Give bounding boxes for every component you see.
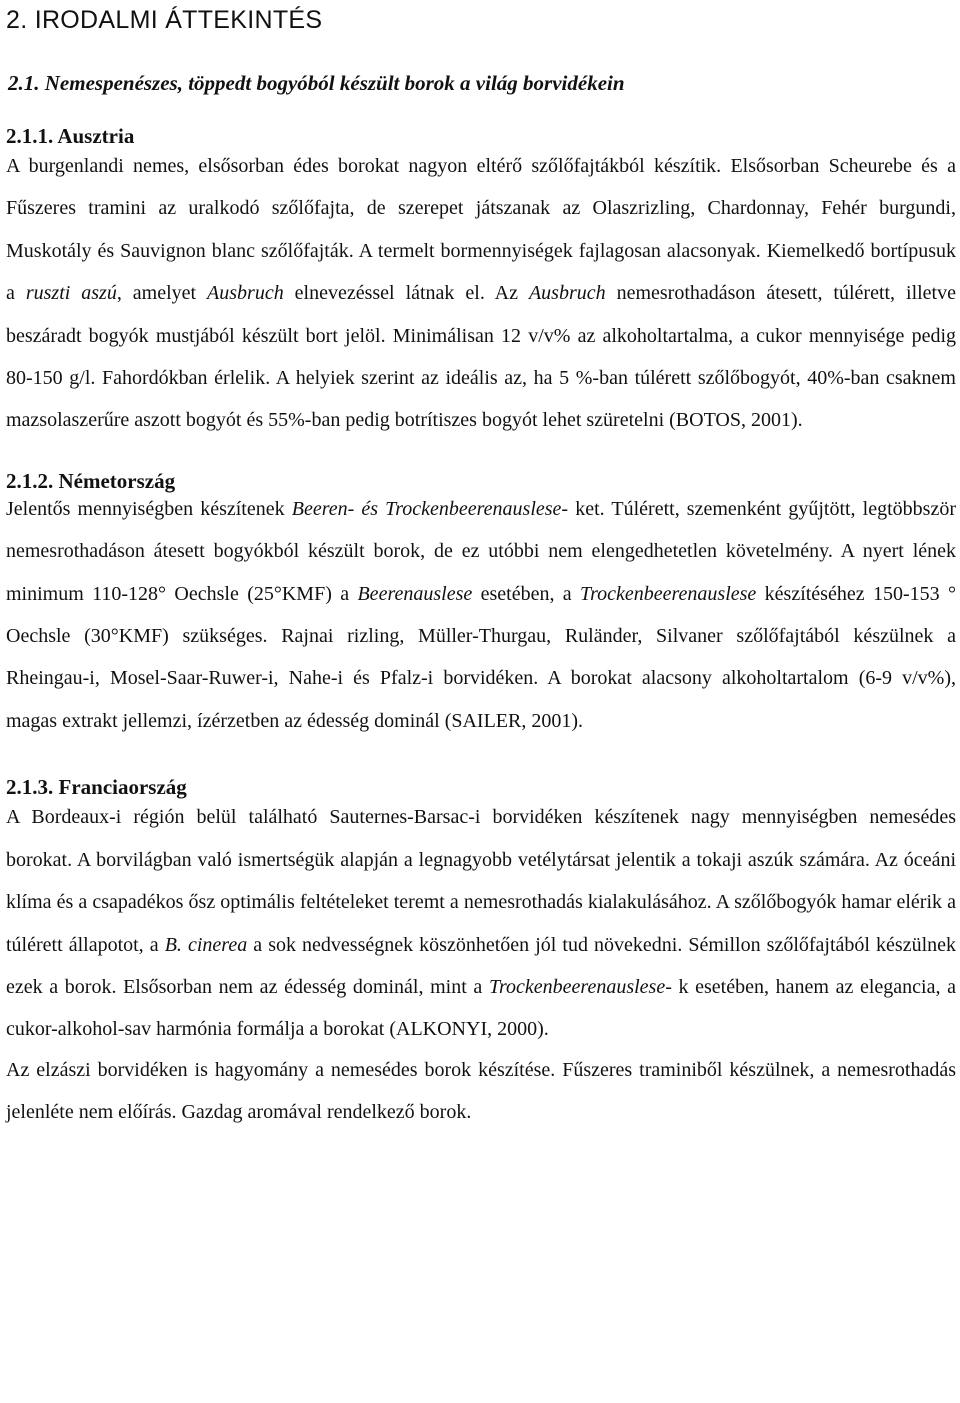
- paragraph-france-alsace: [6, 1049, 956, 1134]
- text-run: - ket. Túlérett, szemenként gyűjtött, legtöbbször nemesrothadáson átesett bogyókból készült borok, de ez utóbbi nem elengedhetetlen követelmény. A nyert lének minimum 110-128° Oechsle (25°KMF) a: [6, 497, 956, 605]
- text-run: nemesrothadáson átesett, túlérett, illetve beszáradt bogyók mustjából készült bort jelöl. Minimálisan 12 v/v% az alkoholtartalma, a cukor mennyisége pedig 80-150 g/l. Fahordókban érlelik. A helyiek szerint az ideális az, ha 5 %-ban túlérett szőlőbogyót, 40%-ban csaknem mazsolaszerűre aszott bogyót és 55%-ban pedig botrítiszes bogyót lehet szüretelni (BOTOS, 2001).: [6, 282, 956, 432]
- paragraph-france-bordeaux: [6, 796, 956, 1050]
- italic-term: Ausbruch: [528, 282, 606, 305]
- text-run: A burgenlandi nemes, elsősorban édes borokat nagyon eltérő szőlőfajtákból készítik. Elsősorban Scheurebe és a Fűszeres tramini az uralkodó szőlőfajta, de szerepet játszanak az Olaszrizling, Chardonnay, Fehér burgundi, Muskotály és Sauvignon blanc szőlőfajták. A termelt bormennyiségek fajlagosan alacsonyak. Kiemelkedő bortípusuk a: [6, 155, 956, 305]
- chapter-title: 2. IRODALMI ÁTTEKINTÉS: [6, 6, 323, 34]
- italic-term: Ausbruch: [207, 282, 284, 305]
- text-run: Az elzászi borvidéken is hagyomány a nemesédes borok készítése. Fűszeres traminiből készülnek, a nemesrothadás jelenléte nem előírás. Gazdag aromával rendelkező borok.: [6, 1058, 956, 1124]
- subsection-france: [6, 772, 956, 1133]
- text-run: elnevezéssel látnak el. Az: [283, 282, 529, 305]
- paragraph-germany: [6, 488, 956, 742]
- subsection-heading-france: 2.1.3. Franciaország: [6, 775, 187, 800]
- italic-term: Trockenbeerenauslese: [580, 582, 757, 605]
- italic-term: Beerenauslese: [357, 582, 473, 605]
- italic-term: Beeren- és Trockenbeerenauslese: [291, 497, 562, 520]
- section-title: 2.1. Nemespenészes, töppedt bogyóból készült borok a világ borvidékein: [8, 71, 625, 95]
- text-run: A Bordeaux-i régión belül található Sauternes-Barsac-i borvidéken készítenek nagy mennyiségben nemesédes borokat. A borvilágban való ismertségük alapján a legnagyobb vetélytársat jelentik a tokaji aszúk számára. Az óceáni klíma és a csapadékos ősz optimális feltételeket teremt a nemesrothadás kialakulásához. A szőlőbogyók hamar elérik a túlérett állapotot, a: [6, 806, 956, 956]
- text-run: a sok nedvességnek köszönhetően jól tud növekedni. Sémillon szőlőfajtából készülnek ezek a borok. Elsősorban nem az édesség dominál, mint a: [6, 933, 957, 998]
- text-run: Jelentős mennyiségben készítenek: [6, 497, 292, 520]
- text-run: esetében, a: [472, 582, 581, 605]
- subsection-heading-austria: 2.1.1. Ausztria: [6, 124, 135, 148]
- italic-term: B. cinerea: [164, 933, 248, 956]
- subsection-austria: [6, 121, 956, 442]
- document-page: [6, 0, 956, 1134]
- italic-term: ruszti aszú: [25, 282, 117, 305]
- text-run: - k esetében, hanem az elegancia, a cukor-alkohol-sav harmónia formálja a borokat (ALKONYI, 2000).: [6, 975, 956, 1041]
- paragraph-austria: [6, 145, 956, 442]
- text-run: készítéséhez 150-153 ° Oechsle (30°KMF) szükséges. Rajnai rizling, Müller-Thurgau, Ruländer, Silvaner szőlőfajtából készülnek a Rheingau-i, Mosel-Saar-Ruwer-i, Nahe-i és Pfalz-i borvidéken. A borokat alacsony alkoholtartalom (6-9 v/v%), magas extrakt jellemzi, ízérzetben az édesség dominál (SAILER, 2001).: [6, 582, 956, 732]
- text-run: , amelyet: [116, 282, 208, 305]
- subsection-heading-germany: 2.1.2. Németország: [6, 468, 176, 493]
- italic-term: Trockenbeerenauslese: [488, 975, 666, 998]
- subsection-germany: [6, 466, 956, 742]
